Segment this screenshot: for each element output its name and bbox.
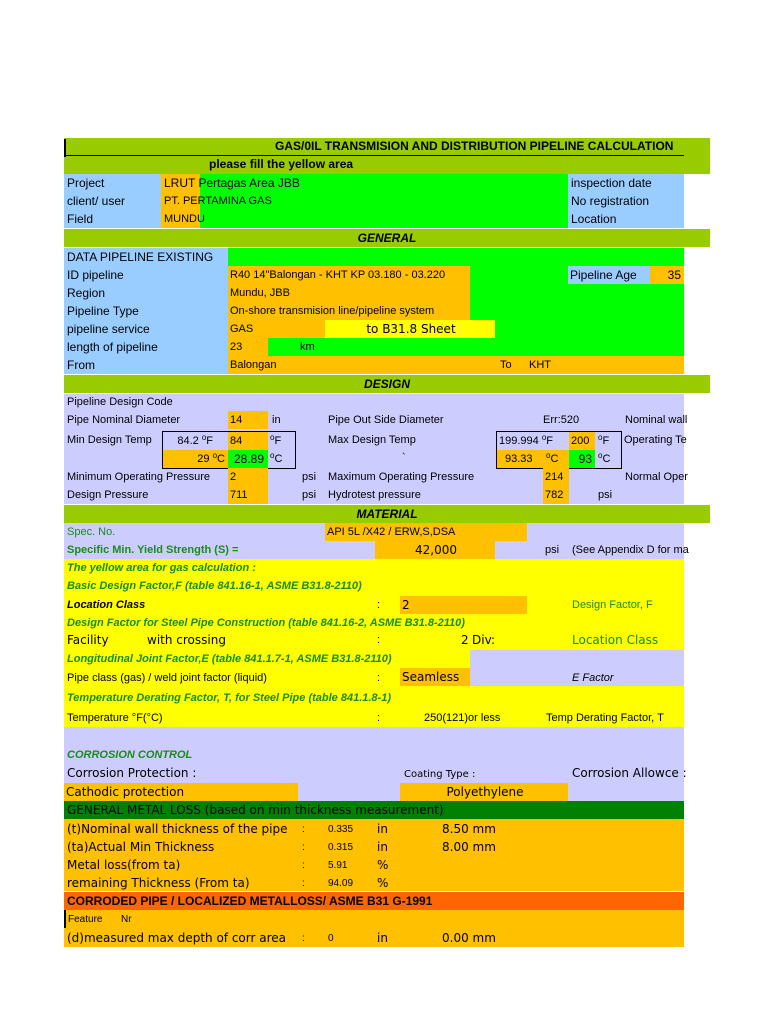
length-value[interactable]: 23 (228, 338, 268, 356)
from-value[interactable]: Balongan (228, 356, 496, 374)
metal-loss-row-mm: 8.50 mm (442, 822, 496, 836)
corroded-heading: CORRODED PIPE / LOCALIZED METALLOSS/ ASME B31 G-1991 (64, 892, 684, 910)
corrosion-heading: CORROSION CONTROL (67, 749, 193, 761)
design-heading: DESIGN (64, 375, 710, 393)
client-label: client/ user (67, 194, 126, 208)
division-label: Div: (472, 633, 496, 647)
corroded-left-border (64, 910, 66, 928)
nominal-diameter-label: Pipe Nominal Diameter (67, 414, 181, 426)
region-value[interactable]: Mundu, JBB (228, 284, 470, 302)
metal-loss-row-unit: in (377, 822, 388, 836)
min-op-pressure-value[interactable]: 2 (228, 468, 268, 486)
max-design-temp-label: Max Design Temp (328, 434, 416, 446)
length-unit: km (300, 341, 315, 353)
e-factor-label: E Factor (572, 672, 614, 684)
feature-nr: Nr (121, 914, 132, 925)
outside-diameter-value: Err:520 (543, 414, 580, 426)
metal-loss-row-value: 0.315 (328, 842, 354, 853)
temperature-value: 250(121)or less (424, 712, 501, 724)
min-temp-f-unit: $^o$F (270, 433, 282, 447)
metal-loss-row-unit: % (377, 876, 389, 890)
max-temp-f-calc: 199.994 $^o$F (499, 433, 554, 447)
temp-derating-factor: Temperature Derating Factor, T, for Steel Pipe (table 841.1.8-1) (67, 692, 391, 704)
metal-loss-row-label: Metal loss(from ta) (67, 858, 181, 872)
metal-loss-row-colon: : (302, 842, 305, 853)
facility-value: with crossing (147, 633, 226, 647)
pipeline-age-value[interactable]: 35 (650, 266, 684, 284)
page-title: GAS/0IL TRANSMISION AND DISTRIBUTION PIPELINE CALCULATION (275, 139, 674, 153)
registration-label: No registration (571, 194, 650, 208)
general-heading: GENERAL (64, 229, 710, 247)
project-value: LRUT Pertagas Area JBB (164, 176, 300, 190)
metal-loss-row-unit: in (377, 840, 388, 854)
max-temp-f-input[interactable]: 200 (569, 432, 595, 450)
depth-mm: 0.00 mm (442, 931, 496, 945)
metal-loss-row-value: 5.91 (328, 860, 348, 871)
spec-value[interactable]: API 5L /X42 / ERW,S,DSA (325, 523, 527, 541)
min-op-pressure-label: Minimum Operating Pressure (67, 471, 211, 483)
nominal-wall-label: Nominal wall (625, 414, 688, 426)
min-temp-f-calc: 84.2 $^o$F (177, 433, 213, 447)
hydrotest-unit: psi (598, 489, 613, 501)
outside-diameter-label: Pipe Out Side Diameter (328, 414, 444, 426)
max-op-pressure-value[interactable]: 214 (543, 468, 569, 486)
project-label: Project (67, 176, 105, 190)
region-label: Region (67, 286, 106, 300)
pipe-class-colon: : (377, 672, 381, 684)
field-value: MUNDU (164, 213, 205, 225)
feature-label: Feature (68, 914, 103, 925)
division-value: 2 (461, 633, 469, 647)
hydrotest-value[interactable]: 782 (543, 486, 569, 504)
design-pressure-unit: psi (302, 489, 317, 501)
inspection-date-label: inspection date (571, 176, 652, 190)
metal-loss-row-colon: : (302, 878, 305, 889)
pipeline-service-label: pipeline service (67, 322, 150, 336)
max-op-pressure-label: Maximum Operating Pressure (328, 471, 475, 483)
page-subtitle: please fill the yellow area (209, 157, 354, 171)
location-class-colon: : (377, 599, 381, 611)
min-temp-c-unit: $^o$C (270, 451, 283, 465)
to-label: To (496, 356, 526, 374)
depth-unit: in (377, 931, 388, 945)
max-temp-c-calc-unit: $^o$C (546, 451, 559, 465)
depth-label: (d)measured max depth of corr area (67, 931, 286, 945)
design-factor-label: Design Factor, F (572, 599, 653, 611)
min-op-pressure-unit: psi (302, 471, 317, 483)
nominal-diameter-value[interactable]: 14 (228, 411, 268, 429)
id-pipeline-label: ID pipeline (67, 268, 124, 282)
location-class-value[interactable]: 2 (400, 596, 527, 614)
steel-design-factor: Design Factor for Steel Pipe Construction (table 841.16-2, ASME B31.8-2110) (67, 617, 465, 629)
spec-label: Spec. No. (67, 526, 116, 538)
location-class-label: Location Class (67, 599, 146, 611)
metal-loss-heading: GENERAL METAL LOSS (based on min thickness measurement) (64, 801, 684, 819)
pipeline-type-label: Pipeline Type (67, 304, 139, 318)
metal-loss-row-mm: 8.00 mm (442, 840, 496, 854)
location-class-label-2: Location Class (572, 633, 659, 647)
pipe-class-value[interactable]: Seamless (400, 668, 470, 686)
metal-loss-row-colon: : (302, 860, 305, 871)
corrosion-protection-value[interactable]: Cathodic protection (64, 783, 298, 801)
normal-op-label: Normal Oper (625, 471, 688, 483)
to-value[interactable]: KHT (526, 356, 684, 374)
depth-value: 0 (328, 933, 334, 944)
b318-sheet-link[interactable]: to B31.8 Sheet (325, 320, 495, 338)
design-code-label: Pipeline Design Code (67, 396, 173, 408)
facility-label: Facility (67, 633, 109, 647)
temp-derating-label: Temp Derating Factor, T (546, 712, 664, 724)
temperature-colon: : (377, 712, 381, 724)
length-label: length of pipeline (67, 340, 158, 354)
min-design-temp-label: Min Design Temp (67, 434, 152, 446)
coating-type-value[interactable]: Polyethylene (400, 783, 568, 801)
pipeline-age-label: Pipeline Age (568, 266, 650, 284)
design-pressure-value[interactable]: 711 (228, 486, 268, 504)
max-temp-c: 93 (569, 450, 595, 468)
metal-loss-row-label: (t)Nominal wall thickness of the pipe (67, 822, 288, 836)
metal-loss-row-value: 94.09 (328, 878, 354, 889)
max-temp-f-unit: $^o$F (598, 433, 610, 447)
operating-temp-label: Operating Te (624, 434, 687, 446)
min-temp-f-input[interactable]: 84 (228, 432, 268, 450)
general-backtick: ` (402, 452, 406, 464)
basic-design-factor: Basic Design Factor,F (table 841.16-1, ASME B31.8-2110) (67, 580, 362, 592)
min-temp-c: 29 $^o$C (163, 450, 228, 468)
metal-loss-row-value: 0.335 (328, 824, 354, 835)
pipeline-type-value[interactable]: On-shore transmision line/pipeline system (228, 302, 470, 320)
field-label: Field (67, 212, 94, 226)
depth-colon: : (302, 933, 305, 944)
temperature-label: Temperature °F(°C) (67, 712, 163, 724)
smys-unit: psi (545, 544, 560, 556)
smys-note: (See Appendix D for ma (572, 544, 689, 556)
smys-value[interactable]: 42,000 (375, 541, 495, 559)
min-temp-c-calc: 28.89 (228, 450, 268, 468)
from-label: From (67, 358, 95, 372)
material-heading: MATERIAL (64, 505, 710, 523)
metal-loss-row-label: (ta)Actual Min Thickness (67, 840, 215, 854)
hydrotest-label: Hydrotest pressure (328, 489, 421, 501)
client-value: PT. PERTAMINA GAS (164, 195, 272, 207)
facility-colon: : (377, 634, 381, 646)
id-pipeline-value[interactable]: R40 14"Balongan - KHT KP 03.180 - 03.220 (228, 266, 470, 284)
longitudinal-joint-factor: Longitudinal Joint Factor,E (table 841.1.7-1, ASME B31.8-2110) (67, 653, 392, 665)
max-temp-c-calc: 93.33 (497, 450, 569, 468)
metal-loss-row-unit: % (377, 858, 389, 872)
corrosion-allowance-label: Corrosion Allowce : (572, 766, 687, 780)
corrosion-protection-label: Corrosion Protection : (67, 766, 197, 780)
coating-type-label: Coating Type : (404, 769, 476, 780)
max-temp-c-unit: $^o$C (598, 451, 611, 465)
pipeline-service-value[interactable]: GAS (228, 320, 325, 338)
yellow-area-note: The yellow area for gas calculation : (67, 562, 256, 574)
smys-label: Specific Min. Yield Strength (S) = (67, 544, 239, 556)
title-underline (66, 155, 684, 156)
location-label: Location (571, 212, 617, 226)
data-pipeline-label: DATA PIPELINE EXISTING (67, 250, 214, 264)
pipe-class-label: Pipe class (gas) / weld joint factor (liquid) (67, 672, 267, 684)
metal-loss-row-label: remaining Thickness (From ta) (67, 876, 250, 890)
metal-loss-row-colon: : (302, 824, 305, 835)
nominal-diameter-unit: in (272, 414, 281, 426)
design-pressure-label: Design Pressure (67, 489, 149, 501)
